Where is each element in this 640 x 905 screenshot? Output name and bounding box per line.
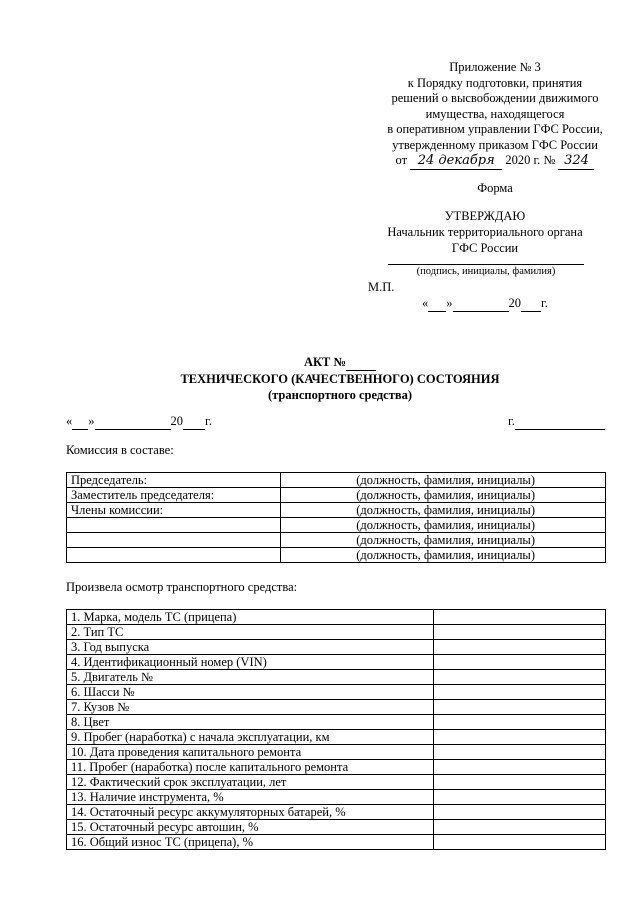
approve-line: Начальник территориального органа xyxy=(387,225,583,239)
commission-hint: (должность, фамилия, инициалы) xyxy=(281,488,606,503)
inspection-parameter: 16. Общий износ ТС (прицепа), % xyxy=(67,835,434,850)
year-text: 2020 г. № xyxy=(505,153,556,167)
appendix-date-line xyxy=(350,153,640,170)
commission-role: Председатель: xyxy=(67,473,281,488)
inspection-parameter: 3. Год выпуска xyxy=(67,640,434,655)
inspection-table xyxy=(66,609,606,850)
commission-role: Члены комиссии: xyxy=(67,503,281,518)
inspection-parameter: 10. Дата проведения капитального ремонта xyxy=(67,745,434,760)
act-city: г. xyxy=(508,414,605,430)
inspection-parameter: 2. Тип ТС xyxy=(67,625,434,640)
inspection-value-cell[interactable] xyxy=(434,820,606,835)
commission-hint: (должность, фамилия, инициалы) xyxy=(281,503,606,518)
commission-row xyxy=(67,548,606,563)
inspection-parameter: 6. Шасси № xyxy=(67,685,434,700)
act-title-line: ТЕХНИЧЕСКОГО (КАЧЕСТВЕННОГО) СОСТОЯНИЯ xyxy=(180,372,500,386)
inspection-parameter: 11. Пробег (наработка) после капитального ремонта xyxy=(67,760,434,775)
inspection-value-cell[interactable] xyxy=(434,685,606,700)
commission-role xyxy=(67,548,281,563)
inspection-value-cell[interactable] xyxy=(434,670,606,685)
inspection-parameter: 12. Фактический срок эксплуатации, лет xyxy=(67,775,434,790)
inspection-value-cell[interactable] xyxy=(434,805,606,820)
commission-hint: (должность, фамилия, инициалы) xyxy=(281,473,606,488)
approve-date-template: « » 20 г. xyxy=(422,296,548,310)
inspection-row xyxy=(67,790,606,805)
inspection-parameter: 1. Марка, модель ТС (прицепа) xyxy=(67,610,434,625)
inspection-row xyxy=(67,730,606,745)
inspection-row xyxy=(67,805,606,820)
inspection-row xyxy=(67,655,606,670)
inspection-parameter: 5. Двигатель № xyxy=(67,670,434,685)
inspection-row xyxy=(67,820,606,835)
commission-role xyxy=(67,518,281,533)
inspection-parameter: 9. Пробег (наработка) с начала эксплуатации, км xyxy=(67,730,434,745)
inspection-value-cell[interactable] xyxy=(434,745,606,760)
appendix-line: Приложение № 3 xyxy=(449,60,541,74)
signature-caption: (подпись, инициалы, фамилия) xyxy=(416,266,556,277)
commission-role xyxy=(67,533,281,548)
commission-heading: Комиссия в составе: xyxy=(66,443,174,457)
inspection-row xyxy=(67,760,606,775)
inspection-value-cell[interactable] xyxy=(434,640,606,655)
inspection-value-cell[interactable] xyxy=(434,730,606,745)
form-label: Форма xyxy=(477,181,513,195)
inspection-heading: Произвела осмотр транспортного средства: xyxy=(66,580,298,594)
signature-line xyxy=(388,264,584,265)
appendix-line: утвержденному приказом ГФС России xyxy=(392,137,598,152)
mp-label: М.П. xyxy=(368,280,395,294)
commission-row xyxy=(67,503,606,518)
inspection-parameter: 14. Остаточный ресурс аккумуляторных батарей, % xyxy=(67,805,434,820)
inspection-row xyxy=(67,775,606,790)
inspection-parameter: 4. Идентификационный номер (VIN) xyxy=(67,655,434,670)
commission-hint: (должность, фамилия, инициалы) xyxy=(281,518,606,533)
act-title-line: АКТ № xyxy=(0,354,640,371)
inspection-row xyxy=(67,625,606,640)
commission-role: Заместитель председателя: xyxy=(67,488,281,503)
appendix-line: в оперативном управлении ГФС России, xyxy=(387,122,603,136)
handwritten-date: 24 декабря xyxy=(410,153,502,170)
inspection-row xyxy=(67,700,606,715)
commission-row xyxy=(67,488,606,503)
inspection-value-cell[interactable] xyxy=(434,760,606,775)
approve-block xyxy=(370,208,600,256)
commission-hint: (должность, фамилия, инициалы) xyxy=(281,533,606,548)
appendix-line: имущества, находящегося xyxy=(425,106,565,121)
appendix-line: решений о высвобождении движимого xyxy=(391,91,599,105)
inspection-parameter: 15. Остаточный ресурс автошин, % xyxy=(67,820,434,835)
inspection-value-cell[interactable] xyxy=(434,625,606,640)
appendix-block xyxy=(350,60,640,170)
inspection-value-cell[interactable] xyxy=(434,655,606,670)
inspection-parameter: 7. Кузов № xyxy=(67,700,434,715)
inspection-value-cell[interactable] xyxy=(434,610,606,625)
date-prefix: от xyxy=(395,153,408,167)
act-date: « » 20 г. xyxy=(66,414,212,428)
inspection-row xyxy=(67,670,606,685)
act-subtitle: (транспортного средства) xyxy=(267,388,413,402)
approve-title: УТВЕРЖДАЮ xyxy=(444,209,526,223)
inspection-row xyxy=(67,745,606,760)
inspection-row xyxy=(67,715,606,730)
commission-row xyxy=(67,533,606,548)
commission-row xyxy=(67,473,606,488)
inspection-value-cell[interactable] xyxy=(434,775,606,790)
approve-line: ГФС России xyxy=(451,241,519,255)
inspection-row xyxy=(67,610,606,625)
inspection-value-cell[interactable] xyxy=(434,835,606,850)
inspection-row xyxy=(67,835,606,850)
inspection-row xyxy=(67,640,606,655)
inspection-value-cell[interactable] xyxy=(434,790,606,805)
commission-row xyxy=(67,518,606,533)
inspection-row xyxy=(67,685,606,700)
inspection-parameter: 13. Наличие инструмента, % xyxy=(67,790,434,805)
inspection-parameter: 8. Цвет xyxy=(67,715,434,730)
appendix-line: к Порядку подготовки, принятия xyxy=(407,75,583,90)
handwritten-number: 324 xyxy=(558,153,594,170)
commission-hint: (должность, фамилия, инициалы) xyxy=(281,548,606,563)
commission-table xyxy=(66,472,606,563)
inspection-value-cell[interactable] xyxy=(434,700,606,715)
act-title xyxy=(0,354,640,403)
inspection-value-cell[interactable] xyxy=(434,715,606,730)
